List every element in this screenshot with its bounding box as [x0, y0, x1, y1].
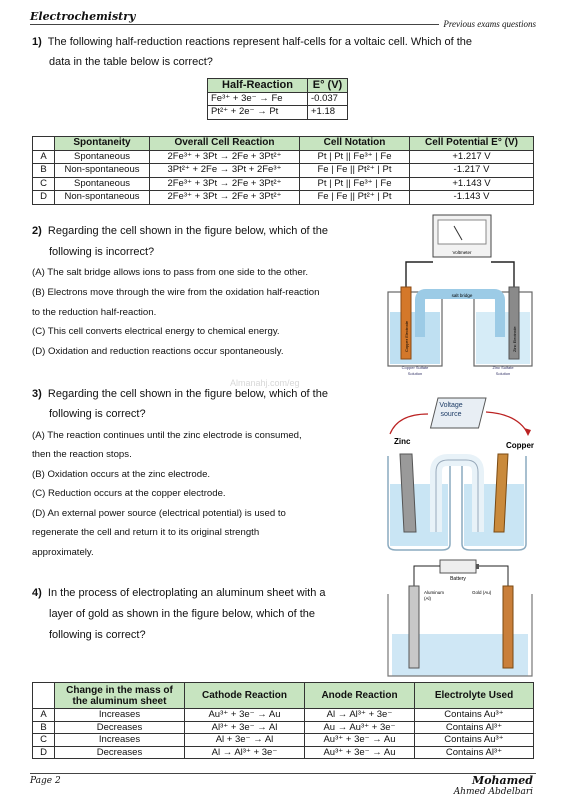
header-cell: Overall Cell Reaction	[150, 137, 300, 151]
cell: 2Fe³⁺ + 3Pt → 2Fe + 3Pt²⁺	[150, 150, 300, 164]
q2-option-b-cont: to the reduction half-reaction.	[32, 307, 157, 318]
right-arrow-icon	[486, 412, 528, 434]
right-wire	[479, 566, 508, 586]
electroplating-figure	[382, 556, 537, 680]
salt-bridge-label: salt bridge	[451, 293, 473, 298]
cell: Al → Al³⁺ + 3e⁻	[185, 746, 305, 759]
table-row	[33, 150, 534, 164]
cell: Fe | Fe || Pt²⁺ | Pt	[300, 191, 410, 205]
cell: A	[33, 150, 55, 164]
cell: B	[33, 721, 55, 734]
cell: -1.217 V	[410, 164, 534, 178]
cell: +1.143 V	[410, 177, 534, 191]
right-wire	[491, 262, 514, 287]
footer-rule	[30, 773, 536, 774]
header-cell: Spontaneity	[55, 137, 150, 151]
author-signature	[454, 776, 533, 797]
table-row	[33, 721, 534, 734]
left-arrow-icon	[390, 414, 428, 434]
q3-number: 3)	[32, 388, 42, 400]
header-note: Previous exams questions	[439, 19, 536, 29]
cell: Contains Au³⁺	[415, 709, 534, 722]
table-row	[33, 177, 534, 191]
q2-option-d: (D) Oxidation and reduction reactions occur spontaneously.	[32, 346, 284, 357]
gold-label: Gold (Au)	[472, 590, 492, 595]
table-row	[208, 106, 348, 120]
cell: D	[33, 191, 55, 205]
q1-line1	[32, 33, 472, 53]
table-row	[208, 92, 348, 106]
cell: Non-spontaneous	[55, 164, 150, 178]
q4-answer-table	[32, 682, 534, 759]
cell: Increases	[55, 734, 185, 747]
q3-option-d-cont: regenerate the cell and return it to its original strength	[32, 527, 260, 538]
electrolytic-cell-figure	[378, 392, 538, 557]
q3-option-a-cont: then the reaction stops.	[32, 449, 132, 460]
q3-text: Regarding the cell shown in the figure below, which of the	[47, 388, 328, 400]
q4-line3: following is correct?	[49, 629, 146, 641]
cell: Fe | Fe || Pt²⁺ | Pt	[300, 164, 410, 178]
header-cell: Electrolyte Used	[415, 683, 534, 709]
q1-half-reaction-table	[207, 78, 348, 120]
header-cell: Cell Potential E° (V)	[410, 137, 534, 151]
voltage-source-label-2: source	[440, 411, 462, 418]
q3-option-b: (B) Oxidation occurs at the zinc electrode.	[32, 469, 211, 480]
q2-option-a: (A) The salt bridge allows ions to pass from one side to the other.	[32, 267, 309, 278]
header-cell: E° (V)	[308, 79, 348, 93]
header-cell	[33, 683, 55, 709]
table-row	[33, 734, 534, 747]
q3-line1	[32, 385, 328, 405]
cell: +1.217 V	[410, 150, 534, 164]
q1-line2: data in the table below is correct?	[49, 56, 213, 68]
cell: D	[33, 746, 55, 759]
cell: Al³⁺ + 3e⁻ → Al	[185, 721, 305, 734]
q2-line1	[32, 222, 328, 242]
header-cell: Cathode Reaction	[185, 683, 305, 709]
cell: Decreases	[55, 721, 185, 734]
table-row	[33, 709, 534, 722]
copper-solution-label: Copper Sulfate	[401, 365, 429, 370]
aluminum-label-2: (Al)	[424, 596, 431, 601]
q3-option-d: (D) An external power source (electrical potential) is used to	[32, 508, 286, 519]
galvanic-cell-figure	[380, 212, 538, 380]
zinc-solution-label-2: Solution	[495, 371, 511, 376]
aluminum-sheet	[409, 586, 419, 668]
cell: Au³⁺ + 3e⁻ → Au	[185, 709, 305, 722]
cell: Contains Al³⁺	[415, 746, 534, 759]
table-row	[33, 746, 534, 759]
cell: Al → Al³⁺ + 3e⁻	[305, 709, 415, 722]
author-name: Mohamed	[472, 774, 533, 787]
q1-answer-table	[32, 136, 534, 205]
q2-text: Regarding the cell shown in the figure below, which of the	[47, 225, 328, 237]
cell: C	[33, 734, 55, 747]
cell: A	[33, 709, 55, 722]
zinc-electrode-label: Zinc Electrode	[512, 326, 517, 352]
q2-option-b: (B) Electrons move through the wire from the oxidation half-reaction	[32, 287, 320, 298]
cell: Contains Au³⁺	[415, 734, 534, 747]
q2-line2: following is incorrect?	[49, 246, 155, 258]
cell: Increases	[55, 709, 185, 722]
zinc-label: Zinc	[394, 437, 411, 446]
q2-option-c: (C) This cell converts electrical energy to chemical energy.	[32, 326, 280, 337]
q1-text: The following half-reduction reactions represent half-cells for a voltaic cell. Which of the	[47, 36, 473, 48]
copper-electrode-label: Copper Electrode	[404, 320, 409, 352]
cell: Au³⁺ + 3e⁻ → Au	[305, 746, 415, 759]
cell: Fe³⁺ + 3e⁻ → Fe	[208, 92, 308, 106]
q4-line1	[32, 584, 326, 604]
cell: Decreases	[55, 746, 185, 759]
cell: -0.037	[308, 92, 348, 106]
table-row	[33, 164, 534, 178]
cell: Au → Au³⁺ + 3e⁻	[305, 721, 415, 734]
q3-option-c: (C) Reduction occurs at the copper electrode.	[32, 488, 226, 499]
cell: Pt²⁺ + 2e⁻ → Pt	[208, 106, 308, 120]
battery-icon	[440, 560, 476, 573]
left-wire	[414, 566, 440, 586]
q4-number: 4)	[32, 587, 42, 599]
page-number: Page 2	[30, 776, 61, 786]
cell: -1.143 V	[410, 191, 534, 205]
cell: 2Fe³⁺ + 3Pt → 2Fe + 3Pt²⁺	[150, 177, 300, 191]
subject-title: Electrochemistry	[30, 10, 136, 23]
q3-line2: following is correct?	[49, 408, 146, 420]
q3-option-a: (A) The reaction continues until the zinc electrode is consumed,	[32, 430, 302, 441]
copper-solution-label-2: Solution	[407, 371, 423, 376]
voltmeter-label: Voltmeter	[452, 250, 472, 255]
battery-label: Battery	[450, 576, 466, 582]
q2-number: 2)	[32, 225, 42, 237]
q3-option-d-cont-2: approximately.	[32, 547, 94, 558]
q4-text: In the process of electroplating an aluminum sheet with a	[47, 587, 326, 599]
header-cell: Cell Notation	[300, 137, 410, 151]
cell: Contains Al³⁺	[415, 721, 534, 734]
q1-number: 1)	[32, 36, 42, 48]
header-cell: Anode Reaction	[305, 683, 415, 709]
gold-sheet	[503, 586, 513, 668]
cell: Pt | Pt || Fe³⁺ | Fe	[300, 150, 410, 164]
header-cell: Change in the mass of the aluminum sheet	[55, 683, 185, 709]
cell: Au³⁺ + 3e⁻ → Au	[305, 734, 415, 747]
author-name-2: Ahmed Abdelbari	[453, 787, 533, 797]
cell: Spontaneous	[55, 150, 150, 164]
cell: Spontaneous	[55, 177, 150, 191]
copper-label: Copper	[506, 441, 534, 450]
cell: 3Pt²⁺ + 2Fe → 3Pt + 2Fe³⁺	[150, 164, 300, 178]
zinc-solution-label: Zinc Sulfate	[492, 365, 514, 370]
table-row	[33, 191, 534, 205]
q4-line2: layer of gold as shown in the figure below, which of the	[49, 608, 315, 620]
cell: Non-spontaneous	[55, 191, 150, 205]
left-wire	[406, 262, 433, 287]
cell: Pt | Pt || Fe³⁺ | Fe	[300, 177, 410, 191]
aluminum-label: Aluminum	[424, 590, 445, 595]
header-cell	[33, 137, 55, 151]
cell: C	[33, 177, 55, 191]
watermark: Almanahj.com/eg	[230, 378, 300, 388]
cell: B	[33, 164, 55, 178]
header-cell: Half-Reaction	[208, 79, 308, 93]
cell: +1.18	[308, 106, 348, 120]
voltage-source-label-1: Voltage	[439, 402, 463, 409]
cell: Al + 3e⁻ → Al	[185, 734, 305, 747]
cell: 2Fe³⁺ + 3Pt → 2Fe + 3Pt²⁺	[150, 191, 300, 205]
